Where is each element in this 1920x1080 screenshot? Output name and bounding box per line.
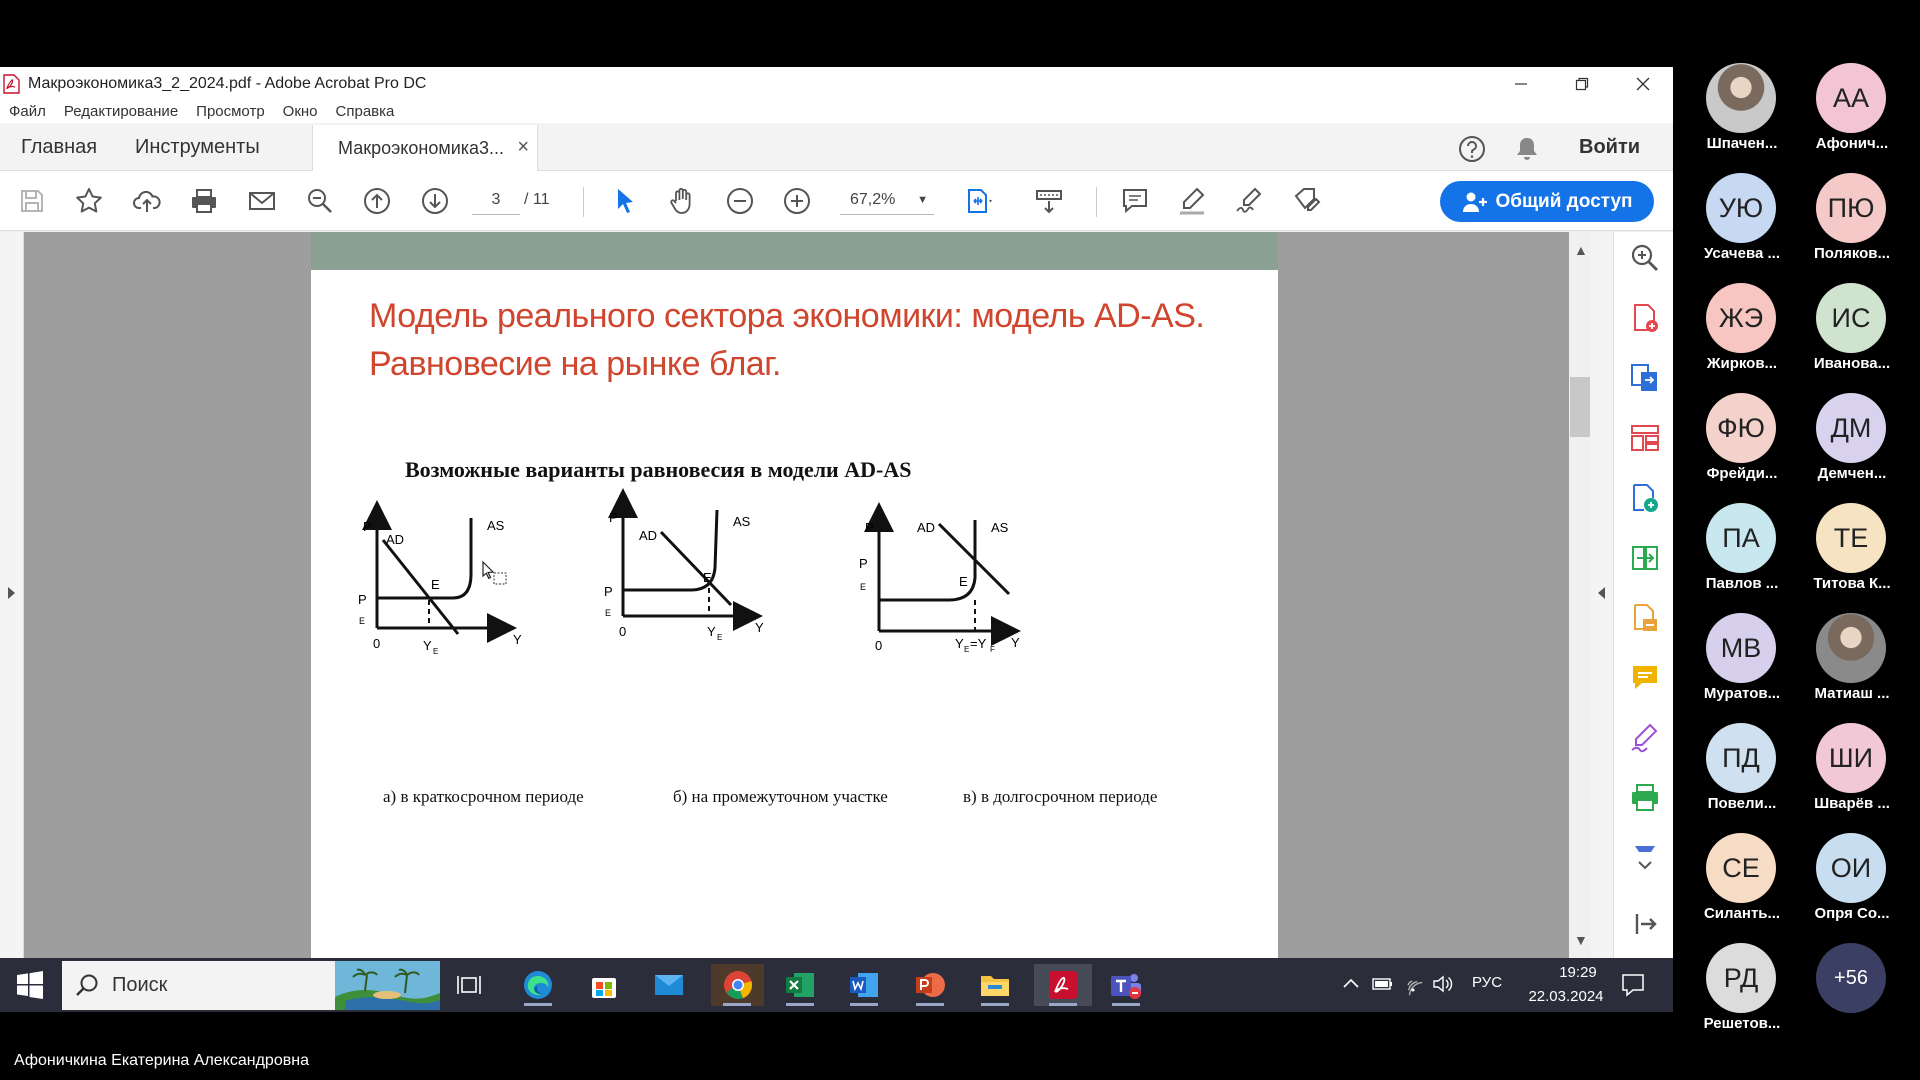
toolbar-separator (1096, 187, 1097, 217)
slide-header-band (311, 232, 1278, 270)
participant-tile[interactable] (1797, 723, 1907, 831)
next-page-button[interactable] (418, 184, 452, 218)
participant-avatar: УЮ (1706, 173, 1776, 243)
taskbar-word[interactable] (842, 964, 886, 1006)
y-axis-label: Y (755, 620, 764, 635)
participant-tile[interactable] (1687, 503, 1797, 611)
participant-name: Иванова... (1813, 355, 1891, 372)
participant-tile[interactable] (1687, 723, 1797, 831)
keyboard-scroll-icon (1034, 186, 1064, 216)
participant-name: Фрейди... (1706, 465, 1778, 482)
acrobat-icon (1048, 970, 1078, 1000)
clock-date[interactable]: 22.03.2024 (1528, 988, 1604, 1005)
taskbar-explorer[interactable] (973, 964, 1017, 1006)
highlight-button[interactable] (1175, 184, 1209, 218)
fit-page-icon (964, 186, 994, 216)
participant-name: Поляков... (1813, 245, 1891, 262)
participant-avatar: ПЮ (1816, 173, 1886, 243)
collapse-pane-icon[interactable] (1629, 908, 1661, 940)
participant-avatar: МВ (1706, 613, 1776, 683)
y-axis-label: Y (1011, 635, 1020, 650)
bookmark-star-button[interactable] (72, 184, 106, 218)
clock-time[interactable]: 19:29 (1559, 964, 1597, 981)
equilibrium-label: E (431, 577, 440, 592)
chrome-browser-icon (722, 969, 754, 1001)
taskbar-excel[interactable] (778, 964, 822, 1006)
windows-taskbar (0, 958, 1673, 1012)
participant-name: Шпачен... (1706, 135, 1778, 152)
participant-avatar: +56 (1816, 943, 1886, 1013)
participant-tile[interactable] (1687, 943, 1797, 1051)
yf-label: =Y (970, 636, 987, 651)
participant-name: Демчен... (1817, 465, 1887, 482)
origin-label: 0 (619, 624, 627, 639)
ye-label: Y (955, 636, 964, 651)
ad-label: AD (917, 520, 936, 535)
edit-pdf-icon[interactable] (1629, 482, 1661, 514)
participant-tile[interactable] (1687, 833, 1797, 941)
pe-subscript: E (359, 616, 366, 626)
tab-tools[interactable]: Инструменты (135, 136, 260, 158)
close-icon (1636, 77, 1650, 91)
email-button[interactable] (245, 184, 279, 218)
participant-avatar: ПД (1706, 723, 1776, 793)
page-total: / 11 (524, 191, 550, 208)
print-production-icon[interactable] (1629, 782, 1661, 814)
origin-label: 0 (373, 636, 381, 651)
participant-tile[interactable] (1797, 833, 1907, 941)
figure-heading: Возможные варианты равновесия в модели AD-AS (405, 457, 912, 482)
taskbar-store[interactable] (582, 964, 626, 1006)
participant-photo (1816, 613, 1886, 683)
toolbar-separator (583, 187, 584, 217)
speaker-icon[interactable] (1432, 974, 1454, 994)
pdf-file-icon (3, 74, 20, 94)
graph-long-run (849, 504, 1049, 654)
caption-long-run: в) в долгосрочном периоде (963, 787, 1158, 806)
word-icon (848, 970, 880, 1000)
menu-window[interactable]: Окно (282, 103, 318, 120)
pen-highlight-icon (1177, 186, 1207, 216)
excel-icon (784, 970, 816, 1000)
edge-browser-icon (522, 969, 554, 1001)
mail-app-icon (653, 971, 685, 999)
main-toolbar (0, 171, 1673, 231)
minimize-button[interactable] (1490, 67, 1551, 100)
participant-tile[interactable] (1797, 63, 1907, 171)
graph-intermediate (599, 492, 779, 642)
participant-name: Шварёв ... (1814, 795, 1890, 812)
right-panel-toggle[interactable] (1591, 232, 1613, 958)
edit-tag-icon (1292, 186, 1322, 216)
help-icon[interactable] (1458, 135, 1486, 163)
search-icon (74, 973, 100, 999)
hand-icon (667, 186, 697, 216)
participant-tile[interactable] (1687, 283, 1797, 391)
participant-avatar: ФЮ (1706, 393, 1776, 463)
combine-files-icon[interactable] (1629, 602, 1661, 634)
participant-avatar: ЖЭ (1706, 283, 1776, 353)
sign-button[interactable] (1232, 184, 1266, 218)
fill-sign-icon[interactable] (1629, 722, 1661, 754)
task-view-icon (457, 973, 483, 997)
close-tab-icon[interactable]: × (517, 136, 529, 158)
participant-avatar: ШИ (1816, 723, 1886, 793)
organize-pages-icon[interactable] (1629, 422, 1661, 454)
cloud-upload-icon (132, 186, 162, 216)
scrollbar-thumb[interactable] (1570, 377, 1590, 437)
taskbar-mail[interactable] (647, 964, 691, 1006)
p-axis-label: P (865, 520, 874, 535)
equilibrium-label: E (703, 570, 712, 585)
pe-label: P (859, 556, 868, 571)
left-panel-toggle[interactable] (0, 232, 24, 958)
menu-file[interactable]: Файл (9, 103, 46, 120)
compare-files-icon[interactable] (1629, 542, 1661, 574)
ye-label: Y (707, 624, 716, 639)
participant-tile[interactable] (1797, 283, 1907, 391)
vertical-scrollbar[interactable] (1569, 232, 1591, 958)
participant-avatar: ДМ (1816, 393, 1886, 463)
participant-name: Муратов... (1703, 685, 1781, 702)
hand-tool-button[interactable] (665, 184, 699, 218)
signin-button[interactable]: Войти (1579, 136, 1641, 158)
previous-page-button[interactable] (360, 184, 394, 218)
star-icon (74, 186, 104, 216)
pe-label: P (604, 584, 613, 599)
search-icon (305, 186, 335, 216)
ad-label: AD (386, 532, 405, 547)
keyboard-language[interactable]: РУС (1472, 974, 1503, 991)
window-title: Макроэкономика3_2_2024.pdf - Adobe Acrobat Pro DC (28, 74, 427, 92)
equilibrium-label: E (959, 574, 968, 589)
participant-avatar: АА (1816, 63, 1886, 133)
meeting-participants-panel (1673, 0, 1920, 1060)
chevron-up-icon[interactable] (1342, 976, 1360, 990)
participant-tile[interactable] (1687, 173, 1797, 281)
taskbar-task-view[interactable] (448, 964, 492, 1006)
running-indicator (723, 1003, 751, 1006)
caption-short-run: а) в краткосрочном периоде (383, 787, 584, 806)
participant-tile[interactable] (1687, 63, 1797, 171)
add-user-icon (1462, 191, 1488, 213)
participant-tile[interactable] (1687, 613, 1797, 721)
zoom-search-icon[interactable] (1629, 242, 1661, 274)
notification-center-icon[interactable] (1620, 972, 1646, 998)
fit-page-button[interactable] (962, 184, 996, 218)
running-indicator (981, 1003, 1009, 1006)
participant-avatar: ТЕ (1816, 503, 1886, 573)
as-label: AS (733, 514, 751, 529)
participant-tile[interactable] (1797, 393, 1907, 501)
tab-document[interactable] (312, 125, 538, 171)
zoom-out-button[interactable] (723, 184, 757, 218)
running-indicator (1049, 1003, 1077, 1006)
signature-pen-icon (1234, 186, 1264, 216)
menu-help[interactable]: Справка (335, 103, 395, 120)
ye-subscript: E (717, 633, 723, 642)
teams-icon (1109, 970, 1143, 1000)
ye-subscript: E (433, 647, 439, 656)
participant-tile[interactable] (1797, 173, 1907, 281)
save-button[interactable] (15, 184, 49, 218)
restore-icon (1575, 77, 1589, 91)
scroll-mode-button[interactable] (1032, 184, 1066, 218)
notifications-bell-icon[interactable] (1514, 135, 1540, 163)
ad-curve (661, 532, 731, 605)
menu-bar (0, 100, 1673, 123)
zoom-in-button[interactable] (780, 184, 814, 218)
yf-subscript: F (990, 645, 995, 654)
ye-label: Y (423, 638, 432, 653)
printer-icon (189, 186, 219, 216)
participant-avatar: РД (1706, 943, 1776, 1013)
taskbar-acrobat[interactable] (1034, 964, 1092, 1006)
tab-home[interactable]: Главная (21, 136, 98, 158)
running-indicator (786, 1003, 814, 1006)
share-button[interactable] (1440, 181, 1654, 222)
running-indicator (524, 1003, 552, 1006)
participant-name: Жирков... (1706, 355, 1778, 372)
microsoft-store-icon (589, 970, 619, 1000)
document-viewport[interactable] (24, 232, 1569, 958)
scroll-up-icon[interactable]: ▲ (1574, 242, 1588, 258)
participant-name: Решетов... (1703, 1015, 1781, 1032)
participant-name: Усачева ... (1704, 245, 1780, 262)
participant-tile[interactable] (1687, 393, 1797, 501)
participant-tile[interactable] (1797, 503, 1907, 611)
participant-avatar: ИС (1816, 283, 1886, 353)
participant-name: Силанть... (1703, 905, 1781, 922)
restore-button[interactable] (1551, 67, 1612, 100)
tab-bar (0, 123, 1673, 171)
edit-button[interactable] (1290, 184, 1324, 218)
taskbar-edge[interactable] (516, 964, 560, 1006)
participant-name: Титова К... (1813, 575, 1891, 592)
participant-name: Опря Со... (1814, 905, 1890, 922)
participant-tile[interactable] (1797, 613, 1907, 721)
export-pdf-icon[interactable] (1629, 362, 1661, 394)
participant-avatar: ОИ (1816, 833, 1886, 903)
participant-name: Повели... (1707, 795, 1777, 812)
search-placeholder: Поиск (112, 974, 168, 996)
origin-label: 0 (875, 638, 883, 653)
acrobat-window (0, 67, 1673, 1005)
participant-name: Матиаш ... (1814, 685, 1890, 702)
comment-button[interactable] (1118, 184, 1152, 218)
minimize-icon (1514, 77, 1528, 91)
plus-circle-icon (782, 186, 812, 216)
participant-name: Павлов ... (1705, 575, 1779, 592)
p-axis-label: P (609, 510, 618, 525)
chevron-left-icon (1598, 587, 1605, 599)
participant-avatar: ПА (1706, 503, 1776, 573)
arrow-up-circle-icon (362, 186, 392, 216)
pe-subscript: E (860, 582, 867, 592)
chevron-down-icon: ▼ (917, 194, 928, 206)
p-axis-label: P (363, 519, 372, 534)
scroll-down-icon[interactable]: ▼ (1574, 932, 1588, 948)
caption-intermediate: б) на промежуточном участке (673, 787, 888, 806)
taskbar-teams[interactable] (1104, 964, 1148, 1006)
taskbar-chrome[interactable] (711, 964, 764, 1006)
running-indicator (1112, 1003, 1140, 1006)
slide-title: Модель реального сектора экономики: модель AD-AS. Равновесие на рынке благ. (369, 297, 1205, 383)
zoom-level-value: 67,2% (850, 191, 896, 208)
page-number-input[interactable]: 3 (472, 185, 520, 215)
search-highlight-illustration (335, 961, 440, 1010)
as-label: AS (991, 520, 1009, 535)
y-axis-label: Y (513, 632, 522, 647)
ad-curve (383, 540, 458, 634)
cursor-arrow-icon (610, 186, 640, 216)
participant-photo (1706, 63, 1776, 133)
title-bar (0, 67, 1673, 100)
zoom-level-dropdown[interactable] (840, 185, 934, 215)
upload-button[interactable] (130, 184, 164, 218)
print-button[interactable] (187, 184, 221, 218)
more-tools-icon[interactable] (1629, 842, 1661, 874)
pdf-page (311, 232, 1278, 958)
tab-document-label: Макроэкономика3... (338, 137, 505, 158)
pe-subscript: E (605, 608, 612, 618)
as-curve (377, 518, 471, 598)
running-indicator (850, 1003, 878, 1006)
envelope-icon (247, 186, 277, 216)
participant-avatar: СЕ (1706, 833, 1776, 903)
share-button-label: Общий доступ (1495, 190, 1633, 212)
find-button[interactable] (303, 184, 337, 218)
close-window-button[interactable] (1612, 67, 1673, 100)
ye-subscript: E (964, 645, 970, 654)
participant-name: Афонич... (1815, 135, 1889, 152)
powerpoint-icon (914, 970, 946, 1000)
chevron-right-icon (8, 587, 15, 599)
mouse-pointer-icon (481, 560, 511, 590)
folder-icon (979, 971, 1011, 999)
running-indicator (916, 1003, 944, 1006)
battery-icon[interactable] (1372, 976, 1394, 992)
comment-icon (1120, 186, 1150, 216)
ad-label: AD (639, 528, 658, 543)
windows-start-icon[interactable] (16, 971, 44, 999)
save-disk-icon (17, 186, 47, 216)
wifi-icon[interactable] (1402, 974, 1424, 994)
participant-tile[interactable] (1797, 943, 1907, 1051)
as-label: AS (487, 518, 505, 533)
create-pdf-icon[interactable] (1629, 302, 1661, 334)
menu-edit[interactable]: Редактирование (63, 103, 179, 120)
taskbar-powerpoint[interactable] (908, 964, 952, 1006)
comment-tool-icon[interactable] (1629, 662, 1661, 694)
minus-circle-icon (725, 186, 755, 216)
select-tool-button[interactable] (608, 184, 642, 218)
presenter-name: Афоничкина Екатерина Александровна (14, 1052, 309, 1069)
arrow-down-circle-icon (420, 186, 450, 216)
taskbar-search-box[interactable] (62, 961, 440, 1010)
menu-view[interactable]: Просмотр (196, 103, 265, 120)
pe-label: P (358, 592, 367, 607)
tools-pane (1613, 232, 1673, 958)
